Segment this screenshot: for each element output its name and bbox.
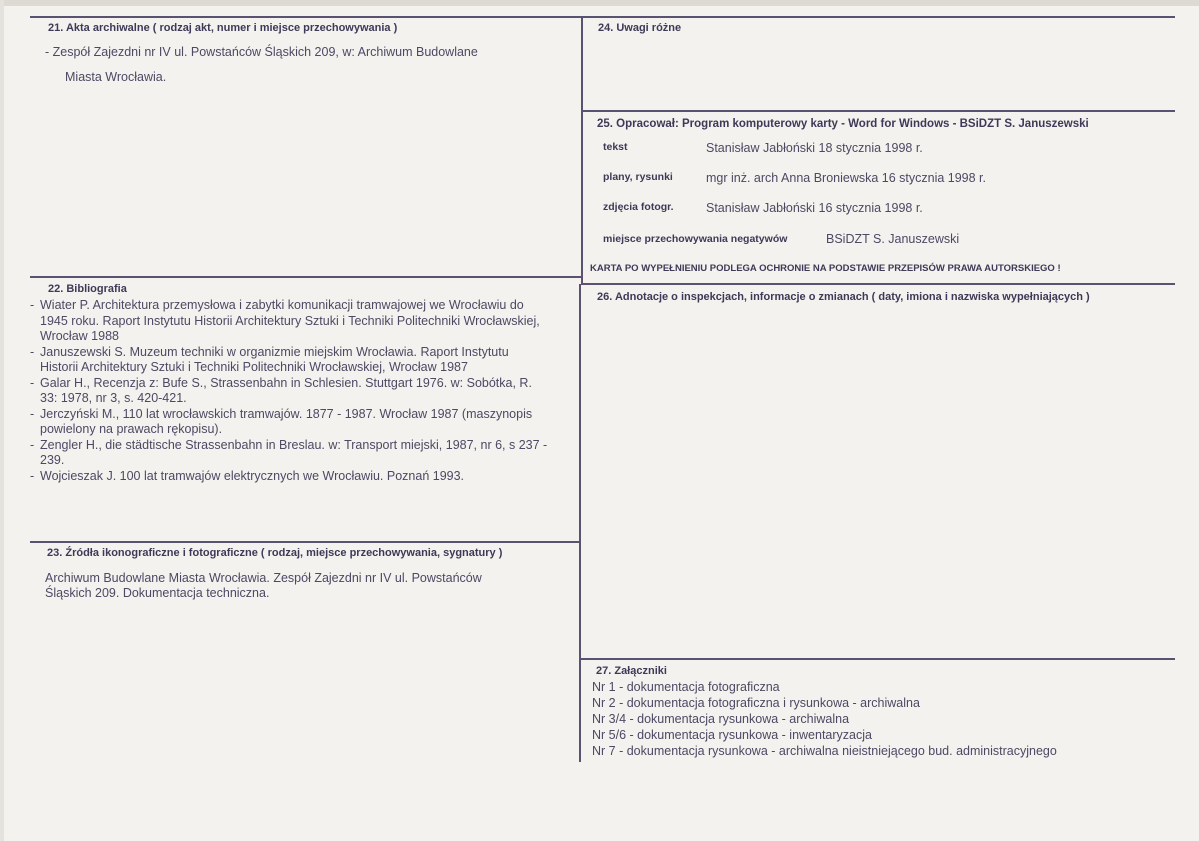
bibliography-item: - Wiater P. Architektura przemysłowa i zabytki komunikacji tramwajowej we Wrocławiu do 1945 roku. Raport Instytutu Historii Architektury Sztuki i Techniki Politechniki Wrocławskiej, Wrocław 1988 [30,298,550,345]
copyright-notice: KARTA PO WYPEŁNIENIU PODLEGA OCHRONIE NA PODSTAWIE PRZEPISÓW PRAWA AUTORSKIEGO ! [590,263,1061,274]
bibliography-item: - Januszewski S. Muzeum techniki w organizmie miejskim Wrocławia. Raport Instytutu Historii Architektury Sztuki i Techniki Politechniki Wrocławskiej, Wrocław 1987 [30,345,550,376]
section-23-line-2: Śląskich 209. Dokumentacja techniczna. [45,586,270,600]
attachment-item: Nr 2 - dokumentacja fotograficzna i rysunkowa - archiwalna [592,696,920,710]
card-edge-top [0,0,1199,6]
section-22-heading: 22. Bibliografia [48,283,127,295]
section-25-label-photos: zdjęcia fotogr. [603,201,674,213]
section-25-heading: 25. Opracował: Program komputerowy karty - Word for Windows - BSiDZT S. Januszewski [597,118,1089,130]
section-25-label-plans: plany, rysunki [603,171,673,183]
rule-26-27 [581,658,1175,660]
rule-21-22 [30,276,582,278]
attachment-item: Nr 5/6 - dokumentacja rysunkowa - inwentaryzacja [592,728,872,742]
card-edge-left [0,0,4,841]
section-21-heading: 21. Akta archiwalne ( rodzaj akt, numer i miejsce przechowywania ) [48,22,398,34]
section-23-heading: 23. Źródła ikonograficzne i fotograficzne ( rodzaj, miejsce przechowywania, sygnatury ) [47,547,503,559]
attachments-list [592,679,1057,759]
section-23-line-1: Archiwum Budowlane Miasta Wrocławia. Zespół Zajezdni nr IV ul. Powstańców [45,571,482,585]
bibliography-item: - Galar H., Recenzja z: Bufe S., Strassenbahn in Schlesien. Stuttgart 1976. w: Sobótka, R. 33: 1978, nr 3, s. 420-421. [30,376,550,407]
section-25-value-text: Stanisław Jabłoński 18 stycznia 1998 r. [706,141,923,155]
section-21-line-2: Miasta Wrocławia. [65,70,167,84]
attachment-item: Nr 1 - dokumentacja fotograficzna [592,680,780,694]
bibliography-list [30,298,550,484]
section-25-value-plans: mgr inż. arch Anna Broniewska 16 stycznia 1998 r. [706,171,987,185]
section-24-heading: 24. Uwagi różne [598,22,682,34]
section-21-line-1: - Zespół Zajezdni nr IV ul. Powstańców Śląskich 209, w: Archiwum Budowlane [45,45,478,59]
rule-22-23 [30,541,581,543]
bibliography-item: - Wojcieszak J. 100 lat tramwajów elektrycznych we Wrocławiu. Poznań 1993. [30,469,550,485]
rule-24-25 [583,110,1175,112]
section-25-label-text: tekst [603,141,628,153]
section-25-value-negatives: BSiDZT S. Januszewski [826,232,960,246]
section-25-value-photos: Stanisław Jabłoński 16 stycznia 1998 r. [706,201,923,215]
bibliography-item: - Zengler H., die städtische Strassenbahn in Breslau. w: Transport miejski, 1987, nr 6, s 237 - 239. [30,438,550,469]
attachment-item: Nr 3/4 - dokumentacja rysunkowa - archiwalna [592,712,850,726]
section-27-heading: 27. Załączniki [596,665,667,677]
attachment-item: Nr 7 - dokumentacja rysunkowa - archiwalna nieistniejącego bud. administracyjnego [592,744,1057,758]
bibliography-item: - Jerczyński M., 110 lat wrocławskich tramwajów. 1877 - 1987. Wrocław 1987 (maszynopis powielony na prawach rękopisu). [30,407,550,438]
center-divider-lower [579,284,581,762]
rule-25-26 [581,283,1175,285]
section-25-label-negatives: miejsce przechowywania negatywów [603,233,788,245]
top-rule [30,16,1175,18]
center-divider-upper [581,16,583,284]
section-26-heading: 26. Adnotacje o inspekcjach, informacje o zmianach ( daty, imiona i nazwiska wypełniających ) [597,291,1090,303]
